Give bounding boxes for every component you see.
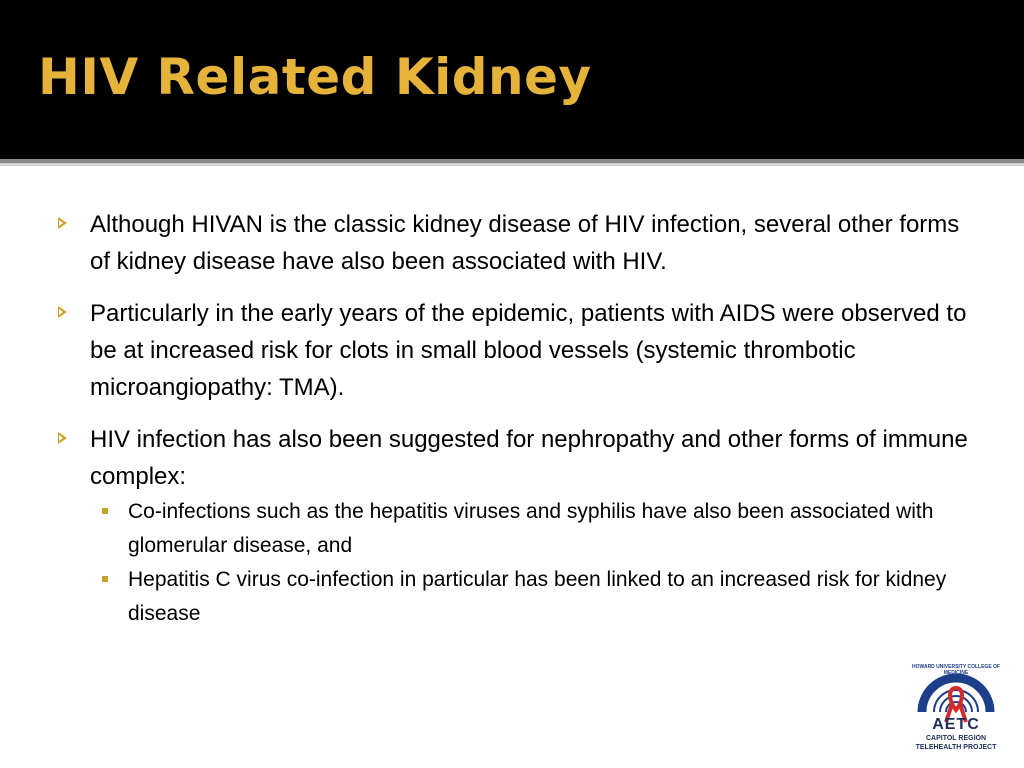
arrow-bullet-icon — [58, 217, 67, 229]
square-bullet-icon — [102, 508, 108, 514]
arrow-bullet-icon — [58, 432, 67, 444]
bullet-text: HIV infection has also been suggested for nephropathy and other forms of immune complex: — [90, 426, 968, 490]
aetc-logo — [900, 664, 1012, 760]
logo-sub-text — [900, 734, 1012, 752]
slide-title: HIV Related Kidney — [38, 48, 592, 106]
sub-bullet-text: Hepatitis C virus co-infection in particular has been linked to an increased risk for kidney disease — [128, 568, 947, 625]
title-bar — [0, 0, 1024, 160]
slide-body — [0, 166, 1024, 768]
logo-line-1: CAPITOL REGION — [925, 735, 987, 742]
logo-line-2: TELEHEALTH PROJECT — [915, 744, 997, 751]
logo-main-text: AETC — [932, 716, 980, 733]
logo-arc-text: HOWARD UNIVERSITY COLLEGE OF MEDICINE — [912, 664, 1000, 676]
bullet-text: Although HIVAN is the classic kidney disease of HIV infection, several other forms of kidney disease have also been associated with HIV. — [90, 211, 960, 275]
sub-bullet-list — [90, 495, 978, 631]
sub-bullet-item — [98, 495, 978, 563]
bullet-text: Particularly in the early years of the epidemic, patients with AIDS were observed to be at increased risk for clots in small blood vessels (systemic thrombotic microangiopathy: TMA). — [90, 300, 967, 401]
sub-bullet-item — [98, 563, 978, 631]
arrow-bullet-icon — [58, 306, 67, 318]
bullet-item — [58, 421, 978, 631]
bullet-list — [58, 206, 978, 646]
sub-bullet-text: Co-infections such as the hepatitis viruses and syphilis have also been associated with glomerular disease, and — [128, 500, 934, 557]
square-bullet-icon — [102, 576, 108, 582]
bullet-item — [58, 295, 978, 406]
bullet-item — [58, 206, 978, 280]
